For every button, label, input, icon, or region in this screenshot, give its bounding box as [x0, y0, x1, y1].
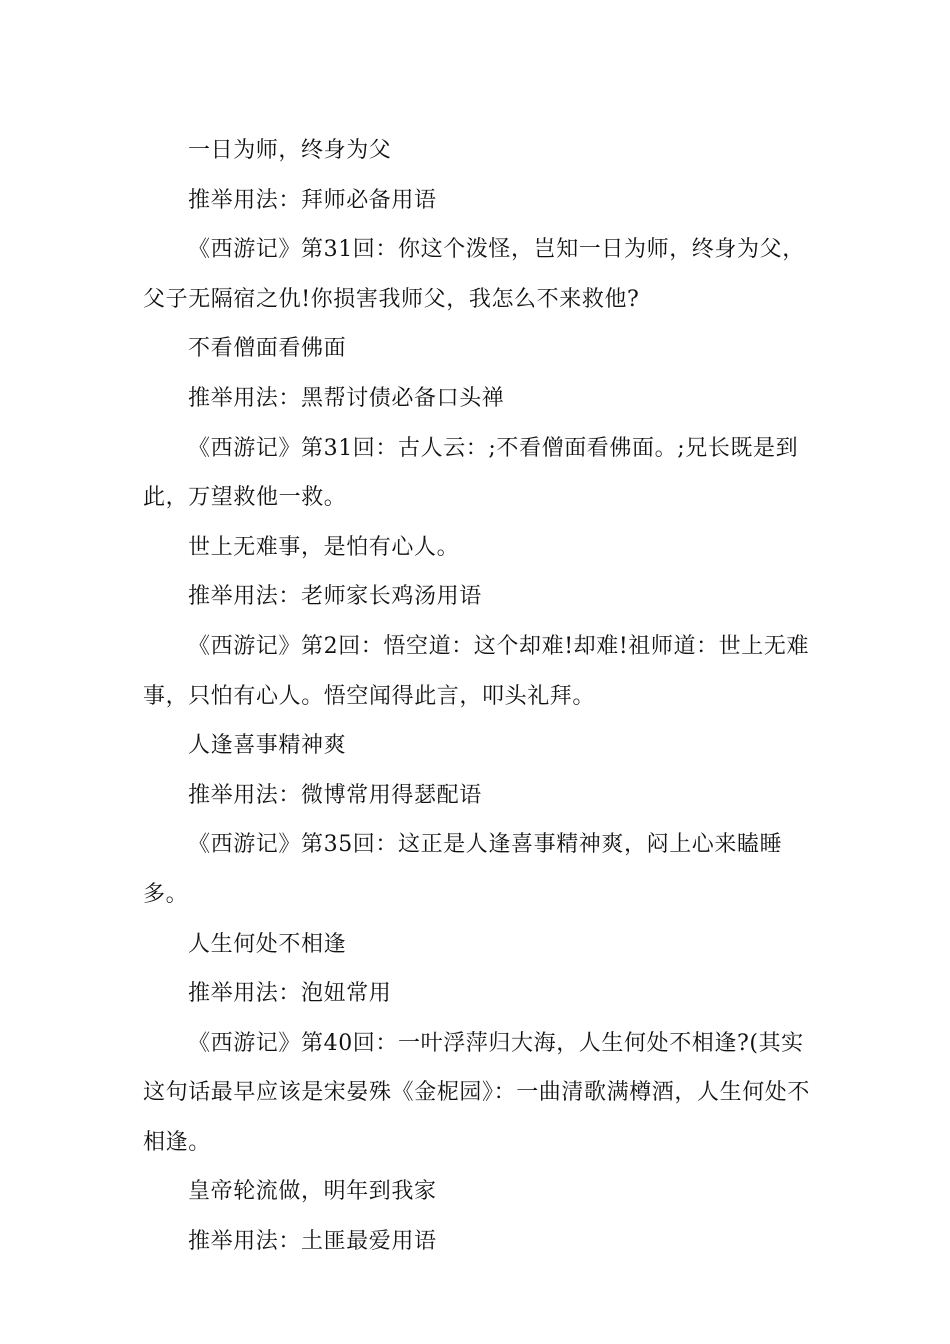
source-quote: 《西游记》第40回：一叶浮萍归大海，人生何处不相逢?(其实这句话最早应该是宋晏殊《金柅园》：一曲清歌满樽酒，人生何处不相逢。 — [143, 1030, 811, 1155]
heading-phrase: 不看僧面看佛面 — [188, 336, 347, 362]
source-quote: 《西游记》第31回：古人云：;不看僧面看佛面。;兄长既是到此，万望救他一救。 — [143, 435, 799, 511]
heading-phrase: 人生何处不相逢 — [188, 931, 347, 957]
source-quote: 《西游记》第31回：你这个泼怪，岂知一日为师，终身为父，父子无隔宿之仇!你损害我师父，我怎么不来救他? — [143, 237, 805, 312]
source-quote: 《西游记》第2回：悟空道：这个却难!却难!祖师道：世上无难事，只怕有心人。悟空闻得此言，叩头礼拜。 — [143, 633, 810, 709]
source-quote: 《西游记》第35回：这正是人逢喜事精神爽，闷上心来瞌睡多。 — [143, 832, 783, 907]
usage-note: 推举用法：土匪最爱用语 — [188, 1229, 437, 1255]
heading-phrase: 人逢喜事精神爽 — [188, 733, 347, 759]
usage-note: 推举用法：老师家长鸡汤用语 — [188, 584, 482, 610]
heading-phrase: 世上无难事，是怕有心人。 — [188, 534, 460, 560]
usage-note: 推举用法：拜师必备用语 — [188, 187, 437, 213]
usage-note: 推举用法：泡妞常用 — [188, 981, 392, 1007]
document-body — [143, 126, 823, 1267]
heading-phrase: 一日为师，终身为父 — [188, 138, 392, 163]
heading-phrase: 皇帝轮流做，明年到我家 — [188, 1179, 437, 1205]
usage-note: 推举用法：黑帮讨债必备口头禅 — [188, 385, 505, 411]
usage-note: 推举用法：微博常用得瑟配语 — [188, 782, 482, 808]
